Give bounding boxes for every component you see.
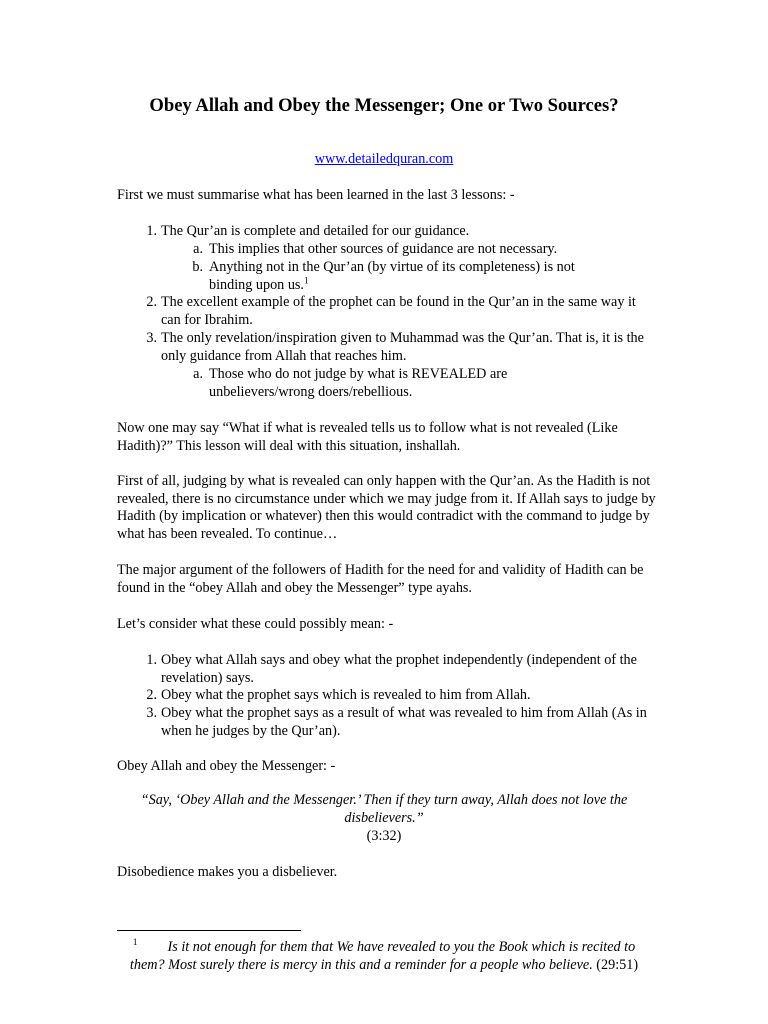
footnote-reference[interactable]: 1 [303, 275, 309, 286]
disobedience-paragraph: Disobedience makes you a disbeliever. [117, 864, 338, 880]
list-item-text: The excellent example of the prophet can be found in the Qur’an in the same way it can for Ibrahim. [161, 294, 636, 328]
list-number: 3. [146, 330, 157, 346]
footnote-verse-reference: (29:51) [596, 957, 639, 973]
list-subitem [192, 259, 619, 294]
footnote-divider [117, 930, 301, 931]
section-heading: Obey Allah and obey the Messenger: - [117, 758, 336, 774]
list-item-text: Obey what the prophet says which is revealed to him from Allah. [161, 687, 531, 703]
verse-quote: “Say, ‘Obey Allah and the Messenger.’ Then if they turn away, Allah does not love the disbelievers.” [140, 792, 628, 826]
list-subitem [193, 366, 609, 401]
list-item [146, 687, 651, 705]
verse-reference: (3:32) [366, 828, 402, 844]
website-link[interactable]: www.detailedquran.com [314, 151, 454, 167]
footnote-mark: 1 [132, 938, 138, 949]
consider-paragraph: Let’s consider what these could possibly mean: - [117, 616, 394, 632]
list-subitem-text: Those who do not judge by what is REVEALED are unbelievers/wrong doers/rebellious. [209, 366, 508, 400]
list-item-text: Obey what Allah says and obey what the prophet independently (independent of the revelation) says. [161, 652, 637, 686]
list-number: 1. [146, 223, 157, 239]
first-of-all-paragraph: First of all, judging by what is revealed can only happen with the Qur’an. As the Hadith is not revealed, there is no circumstance under which we may judge from it. If Allah says to judge by Hadith (by implication or whatever) then this would contradict with the command to judge by what has been revealed. To continue… [117, 473, 656, 542]
list-number: 1. [146, 652, 157, 668]
list-subitem [193, 241, 639, 259]
list-item-text: The Qur’an is complete and detailed for our guidance. [161, 223, 470, 239]
list-item [146, 294, 651, 329]
footnote-text: Is it not enough for them that We have revealed to you the Book which is recited to them? Most surely there is mercy in this and a reminder for a people who believe. [129, 939, 636, 973]
list-item [146, 652, 651, 687]
list-item [146, 705, 651, 740]
list-letter: b. [192, 259, 203, 275]
list-item-text: The only revelation/inspiration given to Muhammad was the Qur’an. That is, it is the only guidance from Allah that reaches him. [161, 330, 644, 364]
list-item [146, 223, 651, 241]
list-subitem-text: Anything not in the Qur’an (by virtue of its completeness) is not binding upon us. [209, 259, 575, 293]
list-letter: a. [193, 241, 203, 257]
list-item-text: Obey what the prophet says as a result of what was revealed to him from Allah (As in when he judges by the Qur’an). [161, 705, 647, 739]
objection-paragraph: Now one may say “What if what is revealed tells us to follow what is not revealed (Like Hadith)?” This lesson will deal with this situation, inshallah. [117, 420, 618, 454]
list-subitem-text: This implies that other sources of guidance are not necessary. [209, 241, 558, 257]
list-number: 2. [146, 687, 157, 703]
intro-paragraph: First we must summarise what has been learned in the last 3 lessons: - [117, 187, 515, 203]
list-letter: a. [193, 366, 203, 382]
document-title: Obey Allah and Obey the Messenger; One or Two Sources? [149, 95, 619, 116]
list-item [146, 330, 651, 365]
list-number: 3. [146, 705, 157, 721]
list-number: 2. [146, 294, 157, 310]
argument-paragraph: The major argument of the followers of Hadith for the need for and validity of Hadith can be found in the “obey Allah and obey the Messenger” type ayahs. [117, 562, 644, 596]
footnote [117, 938, 651, 974]
